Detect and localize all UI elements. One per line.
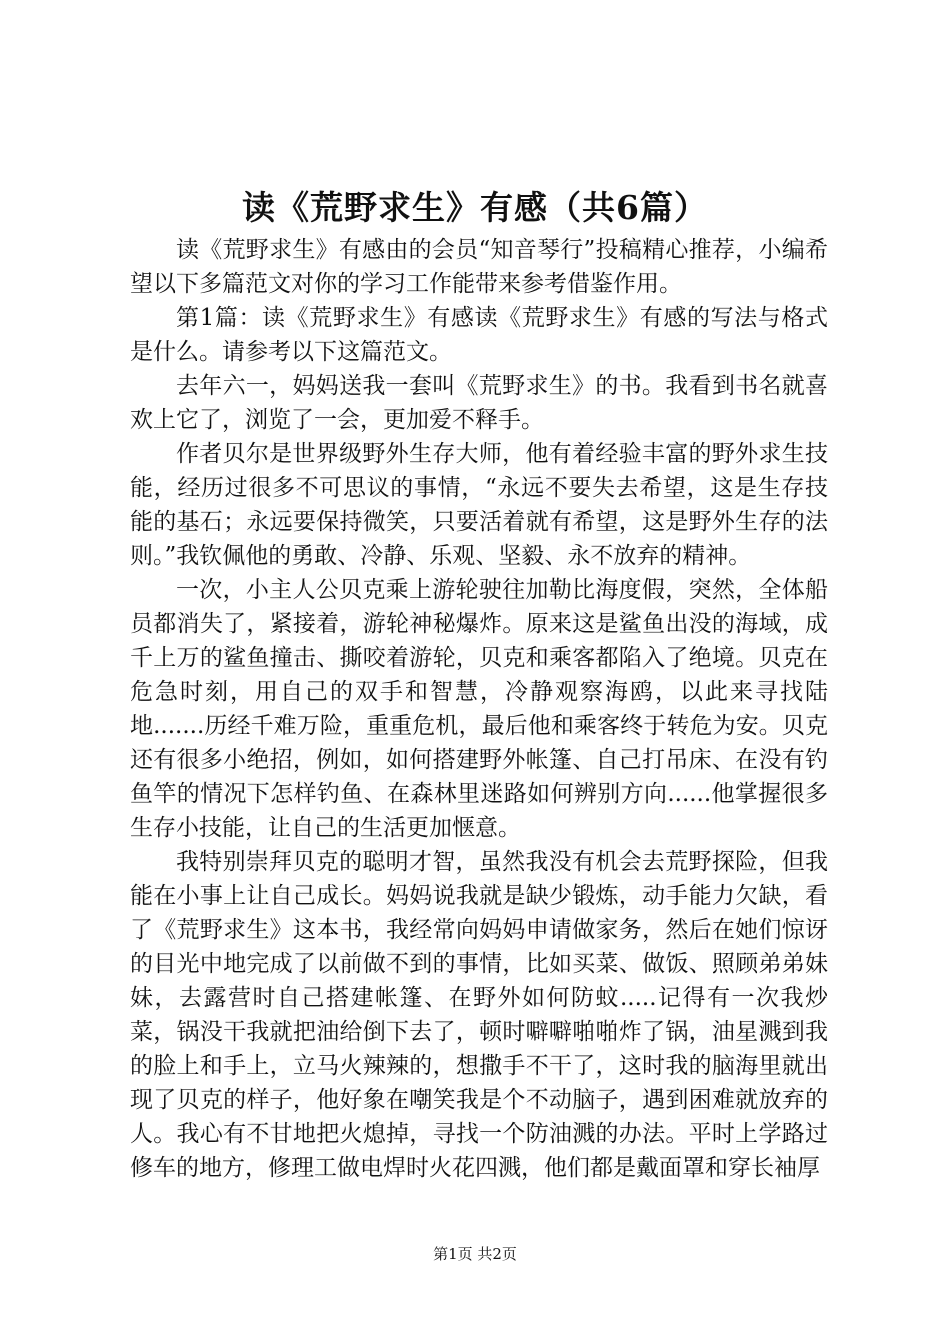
paragraph-2: 作者贝尔是世界级野外生存大师，他有着经验丰富的野外求生技能，经历过很多不可思议的事情，“永远不要失去希望，这是生存技能的基石；永远要保持微笑，只要活着就有希望，这是野外生存的法则。”我钦佩他的勇敢、冷静、乐观、坚毅、永不放弃的精神。 bbox=[130, 441, 828, 569]
paragraph-article-heading: 第1篇：读《荒野求生》有感读《荒野求生》有感的写法与格式是什么。请参考以下这篇范文。 bbox=[130, 305, 828, 365]
paragraph-intro: 读《荒野求生》有感由的会员“知音琴行”投稿精心推荐，小编希望以下多篇范文对你的学习工作能带来参考借鉴作用。 bbox=[130, 237, 828, 297]
document-title: 读《荒野求生》有感（共6篇） bbox=[242, 188, 708, 227]
paragraph-4: 我特别崇拜贝克的聪明才智，虽然我没有机会去荒野探险，但我能在小事上让自己成长。妈妈说我就是缺少锻炼，动手能力欠缺，看了《荒野求生》这本书，我经常向妈妈申请做家务，然后在她们惊讶的目光中地完成了以前做不到的事情，比如买菜、做饭、照顾弟弟妹妹，去露营时自己搭建帐篷、在野外如何防蚊.....记得有一次我炒菜，锅没干我就把油给倒下去了，顿时噼噼啪啪炸了锅，油星溅到我的脸上和手上，立马火辣辣的，想撒手不干了，这时我的脑海里就出现了贝克的样子，他好象在嘲笑我是个不动脑子，遇到困难就放弃的人。我心有不甘地把火熄掉，寻找一个防油溅的办法。平时上学路过修车的地方，修理工做电焊时火花四溅，他们都是戴面罩和穿长袖厚 bbox=[130, 849, 828, 1181]
document-body bbox=[130, 233, 828, 1185]
paragraph-3: 一次，小主人公贝克乘上游轮驶往加勒比海度假，突然，全体船员都消失了，紧接着，游轮神秘爆炸。原来这是鲨鱼出没的海域，成千上万的鲨鱼撞击、撕咬着游轮，贝克和乘客都陷入了绝境。贝克在危急时刻，用自己的双手和智慧，冷静观察海鸥，以此来寻找陆地.......历经千难万险，重重危机，最后他和乘客终于转危为安。贝克还有很多小绝招，例如，如何搭建野外帐篷、自己打吊床、在没有钓鱼竿的情况下怎样钓鱼、在森林里迷路如何辨别方向......他掌握很多生存小技能，让自己的生活更加惬意。 bbox=[130, 577, 828, 841]
page-footer: 第1页 共2页 bbox=[433, 1245, 517, 1263]
paragraph-1: 去年六一，妈妈送我一套叫《荒野求生》的书。我看到书名就喜欢上它了，浏览了一会，更加爱不释手。 bbox=[130, 373, 828, 433]
